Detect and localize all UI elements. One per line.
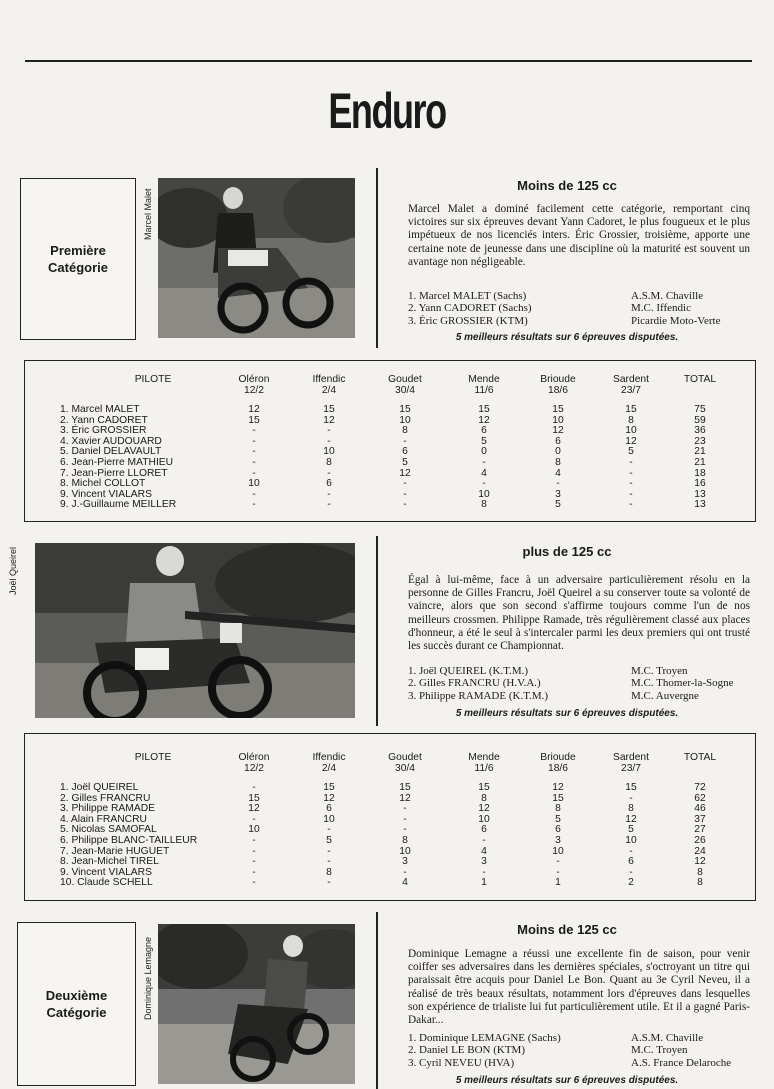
- photo-credit: Joël Queirel: [8, 546, 18, 595]
- table-header: [596, 374, 666, 396]
- score-cell: -: [252, 499, 256, 511]
- podium-item: 3. Éric GROSSIER (KTM) Picardie Moto-Verte: [408, 314, 721, 327]
- score-cell: -: [403, 803, 407, 815]
- score-cell: 5: [555, 813, 561, 825]
- score-cell: 6: [481, 824, 487, 836]
- score-cell: 0: [481, 446, 487, 458]
- header-label: Brioude: [540, 374, 576, 385]
- score-cell: 10: [478, 813, 490, 825]
- score-cell: 12: [248, 404, 260, 415]
- score-cell: 10: [248, 478, 260, 490]
- score-cell: -: [327, 845, 331, 857]
- podium-item: 2. Yann CADORET (Sachs) M.C. Iffendic: [408, 302, 691, 315]
- score-cell: -: [252, 813, 256, 825]
- podium-list: [408, 290, 750, 327]
- pilot-name-cell: 2. Yann CADORET: [60, 414, 148, 426]
- score-cell: 1: [481, 877, 487, 889]
- score-cell: 4: [481, 467, 487, 479]
- score-cell: 12: [248, 803, 260, 815]
- class-title: Moins de 125 cc: [517, 178, 617, 193]
- pilot-name-cell: 4. Alain FRANCRU: [60, 813, 147, 825]
- score-cell: 10: [552, 414, 564, 426]
- score-cell: 12: [625, 435, 637, 447]
- score-cell: -: [252, 845, 256, 857]
- score-cell: 6: [481, 425, 487, 437]
- podium-item: 3. Cyril NEVEU (HVA) A.S. France Delaroche: [408, 1056, 732, 1069]
- header-label: Brioude: [540, 752, 576, 763]
- score-cell: 3: [402, 856, 408, 868]
- score-cell: -: [327, 499, 331, 511]
- score-cell: -: [629, 457, 633, 468]
- score-cell: -: [252, 435, 256, 447]
- score-cell: -: [252, 457, 256, 468]
- top-rule: [25, 60, 752, 62]
- score-cell: -: [482, 866, 486, 878]
- pilot-name-cell: 3. Éric GROSSIER: [60, 425, 147, 437]
- score-cell: -: [629, 488, 633, 500]
- pilot-name-cell: 4. Xavier AUDOUARD: [60, 435, 162, 447]
- header-date: 12/2: [243, 385, 265, 396]
- header-date: 23/7: [620, 763, 642, 774]
- score-cell: 10: [399, 414, 411, 426]
- score-cell: 15: [399, 404, 411, 415]
- score-cell: 4: [555, 467, 561, 479]
- header-label: Goudet: [388, 752, 422, 763]
- score-cell: -: [252, 467, 256, 479]
- score-cell: 15: [552, 404, 564, 415]
- pilot-name-cell: 6. Philippe BLANC-TAILLEUR: [60, 835, 198, 846]
- table-header: [370, 752, 440, 774]
- photo-credit: Marcel Malet: [143, 188, 153, 240]
- score-cell: 5: [628, 824, 634, 836]
- score-cell: 1: [555, 877, 561, 889]
- podium-item: 3. Philippe RAMADE (K.T.M.) M.C. Auvergne: [408, 689, 699, 702]
- score-cell: -: [327, 435, 331, 447]
- header-date: 2/4: [321, 385, 337, 396]
- pilot-name-cell: 9. Vincent VIALARS: [60, 866, 152, 878]
- score-cell: 72: [694, 782, 706, 793]
- score-cell: 21: [694, 457, 706, 468]
- score-cell: -: [252, 866, 256, 878]
- pilot-name-cell: 7. Jean-Pierre LLORET: [60, 467, 168, 479]
- header-date: 11/6: [474, 763, 494, 774]
- score-cell: 10: [248, 824, 260, 836]
- score-cell: 3: [481, 856, 487, 868]
- podium-item: 1. Marcel MALET (Sachs) A.S.M. Chaville: [408, 290, 704, 302]
- score-cell: 46: [694, 803, 706, 815]
- header-label: Sardent: [612, 752, 650, 763]
- score-cell: 15: [478, 782, 490, 793]
- score-cell: 6: [326, 803, 332, 815]
- table-header: [665, 752, 735, 763]
- score-cell: 15: [323, 404, 335, 415]
- score-cell: -: [482, 478, 486, 490]
- column-divider: [376, 168, 378, 348]
- score-cell: 4: [481, 845, 487, 857]
- header-date: 30/4: [394, 385, 416, 396]
- score-cell: 12: [478, 414, 490, 426]
- score-cell: 15: [323, 782, 335, 793]
- score-cell: 12: [552, 425, 564, 437]
- score-cell: -: [629, 499, 633, 511]
- score-cell: 23: [694, 435, 706, 447]
- score-cell: 59: [694, 414, 706, 426]
- score-cell: 12: [552, 782, 564, 793]
- score-cell: -: [403, 478, 407, 490]
- header-label: TOTAL: [683, 752, 717, 763]
- pilot-name-cell: 3. Philippe RAMADE: [60, 803, 155, 815]
- header-label: Oléron: [238, 752, 270, 763]
- score-cell: -: [556, 866, 560, 878]
- score-cell: 8: [481, 499, 487, 511]
- score-cell: -: [629, 792, 633, 804]
- table-header: [118, 752, 188, 763]
- score-cell: -: [482, 835, 486, 846]
- table-header: [449, 752, 519, 774]
- photo-image: [158, 178, 355, 338]
- score-cell: 8: [628, 414, 634, 426]
- pilot-name-cell: 1. Marcel MALET: [60, 404, 140, 415]
- score-cell: 8: [628, 803, 634, 815]
- photo-image: [35, 543, 355, 718]
- category-label: Deuxième Catégorie: [45, 988, 108, 1020]
- score-cell: 8: [481, 792, 487, 804]
- score-cell: 10: [552, 845, 564, 857]
- podium-item: 1. Dominique LEMAGNE (Sachs) A.S.M. Chaville: [408, 1032, 704, 1044]
- score-cell: 8: [326, 866, 332, 878]
- class-title: Moins de 125 cc: [517, 922, 617, 937]
- section-paragraph: Dominique Lemagne a réussi une excellente fin de saison, pour venir coiffer ses adversaires dans les dernières spéciales, s'octroyant un titre qui paraissait être acquis pour Daniel Le Bon. Quant au 3e Cyril Neveu, il a réalisé de très beaux résultats, notamment lors d'épreuves dans lesquelles son expérience de trialiste lui fut particulièrement utile. Et il a gagné Paris-Dakar...: [408, 948, 750, 1027]
- section-paragraph: Égal à lui-même, face à un adversaire particulièrement résolu en la personne de Gilles Francru, Joël Queirel a su conserver toute sa volonté de vaincre, alors que son second s'affirme toujours comme l'un de nos meilleurs crossmen. Philippe Ramade, très régulièrement classé aux places d'honneur, a été le seul à s'intercaler parmi les deux premiers qui ont trusté les succès durant ce Championnat.: [408, 574, 750, 653]
- score-cell: -: [252, 835, 256, 846]
- score-cell: -: [327, 467, 331, 479]
- score-cell: -: [252, 856, 256, 868]
- score-cell: 12: [399, 792, 411, 804]
- score-cell: 10: [323, 813, 335, 825]
- score-cell: 8: [555, 457, 561, 468]
- header-label: TOTAL: [683, 374, 717, 385]
- table-header: [294, 752, 364, 774]
- pilot-name-cell: 9. J.-Guillaume MEILLER: [60, 499, 177, 511]
- score-cell: 15: [399, 782, 411, 793]
- score-cell: 2: [628, 877, 634, 889]
- results-note: 5 meilleurs résultats sur 6 épreuves disputées.: [455, 708, 679, 719]
- pilot-name-cell: 10. Claude SCHELL: [60, 877, 153, 889]
- header-label: Goudet: [388, 374, 422, 385]
- score-cell: 24: [694, 845, 706, 857]
- header-label: PILOTE: [134, 374, 172, 385]
- pilot-name-cell: 8. Michel COLLOT: [60, 478, 146, 490]
- page-title: Enduro: [328, 83, 446, 139]
- score-cell: 8: [402, 425, 408, 437]
- header-date: 2/4: [321, 763, 337, 774]
- score-cell: 75: [694, 404, 706, 415]
- score-cell: 8: [697, 866, 703, 878]
- score-cell: 10: [478, 488, 490, 500]
- podium-list: [408, 665, 750, 702]
- score-cell: -: [327, 488, 331, 500]
- score-cell: 8: [326, 457, 332, 468]
- podium-list: [408, 1032, 750, 1069]
- score-cell: 10: [625, 425, 637, 437]
- score-cell: -: [556, 856, 560, 868]
- score-cell: 15: [248, 792, 260, 804]
- column-divider: [376, 912, 378, 1089]
- score-cell: -: [403, 435, 407, 447]
- score-cell: 13: [694, 499, 706, 511]
- score-cell: -: [252, 488, 256, 500]
- score-cell: -: [629, 478, 633, 490]
- column-divider: [376, 536, 378, 726]
- pilot-name-cell: 1. Joël QUEIREL: [60, 782, 139, 793]
- score-cell: -: [403, 813, 407, 825]
- score-cell: 6: [555, 435, 561, 447]
- score-cell: -: [482, 457, 486, 468]
- header-date: 18/6: [547, 763, 569, 774]
- score-cell: 12: [399, 467, 411, 479]
- score-cell: 8: [697, 877, 703, 889]
- score-cell: -: [556, 478, 560, 490]
- score-cell: -: [327, 824, 331, 836]
- score-cell: 10: [625, 835, 637, 846]
- score-cell: -: [252, 446, 256, 458]
- rider-photo: [158, 924, 355, 1084]
- score-cell: 0: [555, 446, 561, 458]
- score-cell: -: [629, 866, 633, 878]
- header-label: Mende: [468, 752, 500, 763]
- podium-item: 2. Gilles FRANCRU (H.V.A.) M.C. Thomer-la-Sogne: [408, 677, 734, 690]
- score-cell: -: [403, 824, 407, 836]
- score-cell: 5: [326, 835, 332, 846]
- score-cell: 6: [402, 446, 408, 458]
- score-cell: 3: [555, 835, 561, 846]
- pilot-name-cell: 5. Nicolas SAMOFAL: [60, 824, 157, 836]
- score-cell: -: [629, 845, 633, 857]
- header-date: 11/6: [474, 385, 494, 396]
- table-header: [294, 374, 364, 396]
- table-header: [219, 374, 289, 396]
- table-header: [665, 374, 735, 385]
- score-cell: 15: [478, 404, 490, 415]
- score-cell: 13: [694, 488, 706, 500]
- pilot-name-cell: 7. Jean-Marie HUGUET: [60, 845, 170, 857]
- score-cell: 16: [694, 478, 706, 490]
- podium-item: 1. Joël QUEIREL (K.T.M.) M.C. Troyen: [408, 665, 688, 677]
- score-cell: 15: [625, 404, 637, 415]
- pilot-name-cell: 6. Jean-Pierre MATHIEU: [60, 457, 174, 468]
- section-paragraph: Marcel Malet a dominé facilement cette catégorie, remportant cinq victoires sur six épreuves devant Yann Cadoret, le plus fougueux et le plus impétueux de nos licenciés inters. Éric Grossier, troisième, apporte une certaine note de jeunesse dans une discipline où la maturité est souvent un avantage non négligeable.: [408, 203, 750, 268]
- score-cell: 62: [694, 792, 706, 804]
- rider-photo: [158, 178, 355, 338]
- pilot-name-cell: 2. Gilles FRANCRU: [60, 792, 151, 804]
- score-cell: 8: [555, 803, 561, 815]
- photo-credit: Dominique Lemagne: [143, 936, 153, 1020]
- category-box-first: [20, 178, 136, 340]
- score-cell: 6: [628, 856, 634, 868]
- score-cell: 37: [694, 813, 706, 825]
- score-cell: -: [327, 856, 331, 868]
- score-cell: -: [252, 425, 256, 437]
- score-cell: 10: [399, 845, 411, 857]
- score-cell: 6: [555, 824, 561, 836]
- score-cell: 15: [625, 782, 637, 793]
- score-cell: -: [403, 866, 407, 878]
- score-cell: 12: [323, 414, 335, 426]
- score-cell: -: [252, 877, 256, 889]
- score-cell: -: [327, 877, 331, 889]
- table-header: [449, 374, 519, 396]
- rider-photo: [35, 543, 355, 718]
- score-cell: 8: [402, 835, 408, 846]
- table-header: [523, 752, 593, 774]
- score-cell: 26: [694, 835, 706, 846]
- score-cell: 27: [694, 824, 706, 836]
- table-header: [523, 374, 593, 396]
- score-cell: 12: [625, 813, 637, 825]
- results-note: 5 meilleurs résultats sur 6 épreuves disputées.: [455, 332, 679, 343]
- header-date: 12/2: [243, 763, 265, 774]
- header-date: 30/4: [394, 763, 416, 774]
- score-cell: 12: [694, 856, 706, 868]
- score-cell: 3: [555, 488, 561, 500]
- score-cell: 15: [552, 792, 564, 804]
- pilot-name-cell: 8. Jean-Michel TIREL: [60, 856, 159, 868]
- header-date: 18/6: [547, 385, 569, 396]
- header-label: Iffendic: [312, 752, 346, 763]
- table-header: [219, 752, 289, 774]
- score-cell: 18: [694, 467, 706, 479]
- score-cell: 4: [402, 877, 408, 889]
- photo-image: [158, 924, 355, 1084]
- score-cell: -: [252, 782, 256, 793]
- category-label: Première Catégorie: [48, 243, 108, 275]
- score-cell: 12: [323, 792, 335, 804]
- pilot-name-cell: 9. Vincent VIALARS: [60, 488, 152, 500]
- score-cell: 5: [628, 446, 634, 458]
- score-cell: -: [403, 488, 407, 500]
- score-cell: 10: [323, 446, 335, 458]
- score-cell: 5: [481, 435, 487, 447]
- header-label: Mende: [468, 374, 500, 385]
- header-label: Oléron: [238, 374, 270, 385]
- table-header: [118, 374, 188, 385]
- score-cell: -: [403, 499, 407, 511]
- header-label: Sardent: [612, 374, 650, 385]
- score-cell: -: [327, 425, 331, 437]
- score-cell: 36: [694, 425, 706, 437]
- score-cell: -: [629, 467, 633, 479]
- header-label: PILOTE: [134, 752, 172, 763]
- pilot-name-cell: 5. Daniel DELAVAULT: [60, 446, 162, 458]
- results-note: 5 meilleurs résultats sur 6 épreuves disputées.: [455, 1075, 679, 1086]
- score-cell: 21: [694, 446, 706, 458]
- score-cell: 6: [326, 478, 332, 490]
- score-cell: 5: [555, 499, 561, 511]
- table-header: [596, 752, 666, 774]
- category-box-second: [17, 922, 136, 1086]
- table-header: [370, 374, 440, 396]
- score-cell: 5: [402, 457, 408, 468]
- score-cell: 15: [248, 414, 260, 426]
- podium-item: 2. Daniel LE BON (KTM) M.C. Troyen: [408, 1044, 688, 1057]
- header-label: Iffendic: [312, 374, 346, 385]
- class-title: plus de 125 cc: [522, 544, 612, 559]
- header-date: 23/7: [620, 385, 642, 396]
- score-cell: 12: [478, 803, 490, 815]
